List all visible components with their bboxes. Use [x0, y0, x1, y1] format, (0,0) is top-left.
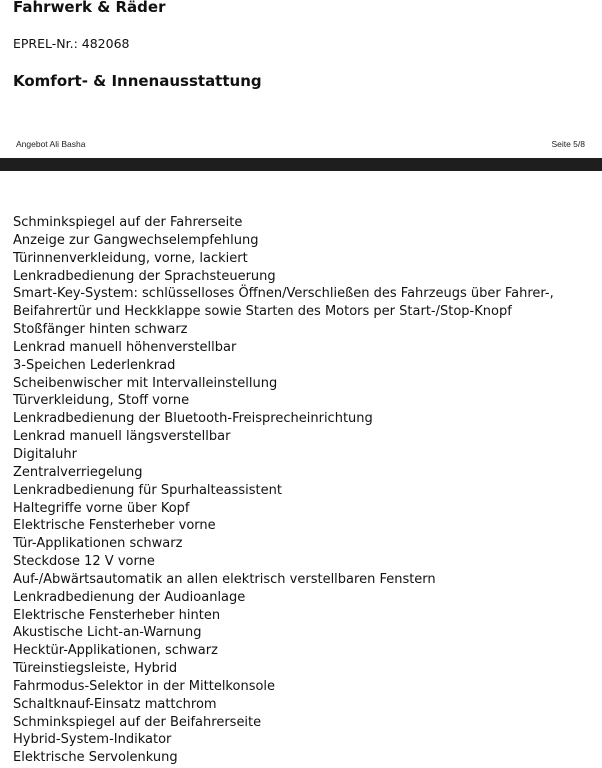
feature-item: Hybrid-System-Indikator	[13, 732, 172, 748]
feature-item: Steckdose 12 V vorne	[13, 554, 155, 570]
feature-item: Lenkradbedienung der Bluetooth-Freisprecheinrichtung	[13, 411, 373, 427]
feature-item: Lenkrad manuell höhenverstellbar	[13, 339, 237, 355]
feature-item: Smart-Key-System: schlüsselloses Öffnen/Verschließen des Fahrzeugs über Fahrer-,	[13, 286, 554, 302]
feature-list	[13, 214, 598, 767]
page-footer-page-number: Seite 5/8	[551, 139, 585, 149]
feature-item: Elektrische Fensterheber vorne	[13, 518, 216, 534]
page-footer-offer: Angebot Ali Basha	[16, 139, 86, 149]
feature-item: 3-Speichen Lederlenkrad	[13, 357, 176, 373]
feature-item: Türeinstiegsleiste, Hybrid	[13, 661, 178, 677]
feature-item: Lenkradbedienung für Spurhalteassistent	[13, 482, 282, 498]
feature-item: Scheibenwischer mit Intervalleinstellung	[13, 375, 278, 391]
feature-item: Türverkleidung, Stoff vorne	[13, 393, 190, 409]
feature-item: Fahrmodus-Selektor in der Mittelkonsole	[13, 678, 276, 694]
feature-item: Digitaluhr	[13, 446, 77, 462]
feature-item: Beifahrertür und Heckklappe sowie Starten des Motors per Start-/Stop-Knopf	[13, 304, 512, 320]
feature-item: Elektrische Servolenkung	[13, 750, 178, 766]
feature-item: Auf-/Abwärtsautomatik an allen elektrisch verstellbaren Fenstern	[13, 571, 436, 587]
feature-item: Akustische Licht-an-Warnung	[13, 625, 202, 641]
feature-item: Lenkradbedienung der Sprachsteuerung	[13, 268, 276, 284]
feature-item: Haltegriffe vorne über Kopf	[13, 500, 190, 516]
previous-page-bottom	[0, 0, 602, 160]
feature-item: Tür-Applikationen schwarz	[13, 536, 183, 552]
feature-item: Elektrische Fensterheber hinten	[13, 607, 221, 623]
section-heading-fahrwerk: Fahrwerk & Räder	[13, 0, 166, 16]
feature-item: Hecktür-Applikationen, schwarz	[13, 643, 218, 659]
feature-item: Türinnenverkleidung, vorne, lackiert	[13, 250, 248, 266]
feature-item: Schminkspiegel auf der Beifahrerseite	[13, 714, 262, 730]
feature-item: Anzeige zur Gangwechselempfehlung	[13, 232, 259, 248]
eprel-number: EPREL-Nr.: 482068	[13, 36, 130, 51]
feature-item: Lenkradbedienung der Audioanlage	[13, 589, 246, 605]
feature-item: Zentralverriegelung	[13, 464, 143, 480]
feature-item: Schminkspiegel auf der Fahrerseite	[13, 215, 243, 230]
feature-item: Stoßfänger hinten schwarz	[13, 322, 188, 338]
feature-item: Lenkrad manuell längsverstellbar	[13, 429, 231, 445]
page-break-divider	[0, 158, 602, 171]
feature-item: Schaltknauf-Einsatz mattchrom	[13, 696, 217, 712]
section-heading-komfort: Komfort- & Innenausstattung	[13, 72, 262, 90]
